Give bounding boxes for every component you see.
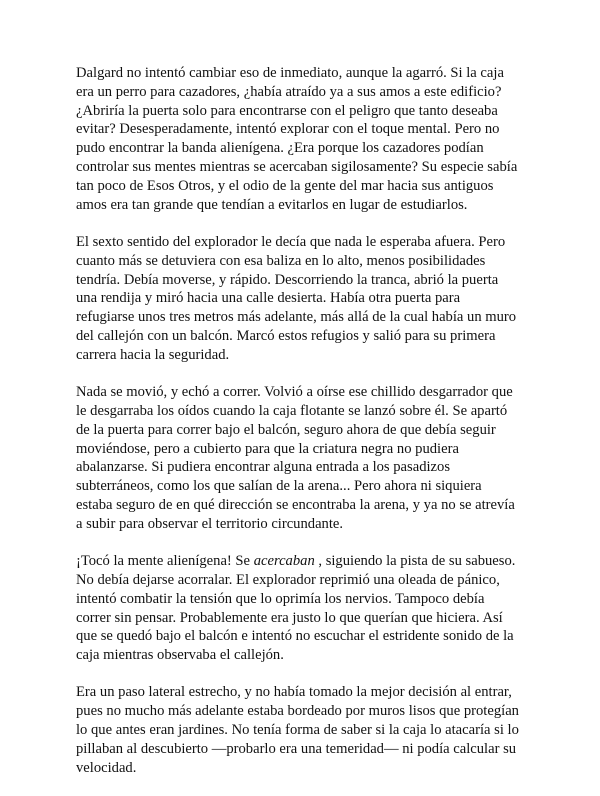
text-line: una rendija y miró hacia una calle desierta. Había otra puerta para (76, 290, 461, 307)
text-line: subterráneos, como los que salían de la arena... Pero ahora ni siquiera (76, 478, 482, 495)
paragraph-5 (76, 683, 526, 777)
text-line: moviéndose, pero a cubierto para que la criatura negra no pudiera (76, 440, 459, 457)
text-line: intentó combatir la tensión que lo oprimía los nervios. Tampoco debía (76, 590, 485, 607)
text-line: velocidad. (76, 759, 137, 776)
text-run: , siguiendo la pista de su sabueso. (314, 553, 516, 570)
text-line: que se quedó bajo el balcón e intentó no escuchar el estridente sonido de la (76, 628, 514, 645)
text-line: tendría. Debía moverse, y rápido. Descorriendo la tranca, abrió la puerta (76, 271, 499, 288)
paragraph-4 (76, 552, 526, 665)
text-line: Dalgard no intentó cambiar eso de inmediato, aunque la agarró. Si la caja (76, 65, 504, 81)
text-line: caja mientras observaba el callejón. (76, 647, 284, 664)
text-line: pues no mucho más adelante estaba bordeado por muros lisos que protegían (76, 703, 519, 720)
italic-text-run: acercaban (253, 553, 315, 570)
text-line: evitar? Desesperadamente, intentó explorar con el toque mental. Pero no (76, 121, 500, 138)
text-line: estaba seguro de en qué dirección se encontraba la arena, y ya no se atrevía (76, 496, 515, 513)
text-line: amos era tan grande que tendían a evitarlos en lugar de estudiarlos. (76, 196, 468, 213)
text-line: tan poco de Esos Otros, y el odio de la gente del mar hacia sus antiguos (76, 177, 494, 194)
text-line: pillaban al descubierto —probarlo era una temeridad— ni podía calcular su (76, 740, 517, 757)
text-line: pudo encontrar la banda alienígena. ¿Era porque los cazadores podían (76, 140, 484, 157)
text-line: abalanzarse. Si pudiera encontrar alguna entrada a los pasadizos (76, 459, 451, 476)
text-line: a subir para observar el territorio circundante. (76, 515, 344, 532)
text-line (76, 552, 526, 571)
text-line: Nada se movió, y echó a correr. Volvió a oírse ese chillido desgarrador que (76, 384, 513, 401)
paragraph-3 (76, 383, 526, 533)
text-line: refugiarse unos tres metros más adelante, más allá de la cual había un muro (76, 309, 517, 326)
text-line: El sexto sentido del explorador le decía que nada le esperaba afuera. Pero (76, 233, 506, 250)
text-line: correr sin pensar. Probablemente era justo lo que querían que hiciera. Así (76, 609, 503, 626)
text-run: ¡Tocó la mente alienígena! Se (76, 553, 254, 570)
text-line: lo que antes eran jardines. No tenía forma de saber si la caja lo atacaría si lo (76, 722, 519, 739)
paragraph-1 (76, 64, 526, 214)
paragraph-2 (76, 233, 526, 365)
text-line: era un perro para cazadores, ¿había atraído ya a sus amos a este edificio? (76, 83, 502, 100)
text-line: de la puerta para correr bajo el balcón, seguro ahora de que debía seguir (76, 421, 496, 438)
text-line: Era un paso lateral estrecho, y no había tomado la mejor decisión al entrar, (76, 684, 512, 701)
text-line: ¿Abriría la puerta solo para encontrarse con el peligro que tanto deseaba (76, 102, 498, 119)
text-line: del callejón con un balcón. Marcó estos refugios y salió para su primera (76, 327, 496, 344)
text-line: cuanto más se detuviera con esa baliza en lo alto, menos posibilidades (76, 252, 486, 269)
text-line: No debía dejarse acorralar. El explorador reprimió una oleada de pánico, (76, 571, 500, 588)
text-line: carrera hacia la seguridad. (76, 346, 230, 363)
text-line: le desgarraba los oídos cuando la caja flotante se lanzó sobre él. Se apartó (76, 402, 508, 419)
text-line: controlar sus mentes mientras se acercaban sigilosamente? Su especie sabía (76, 158, 518, 175)
body-text (76, 64, 526, 796)
